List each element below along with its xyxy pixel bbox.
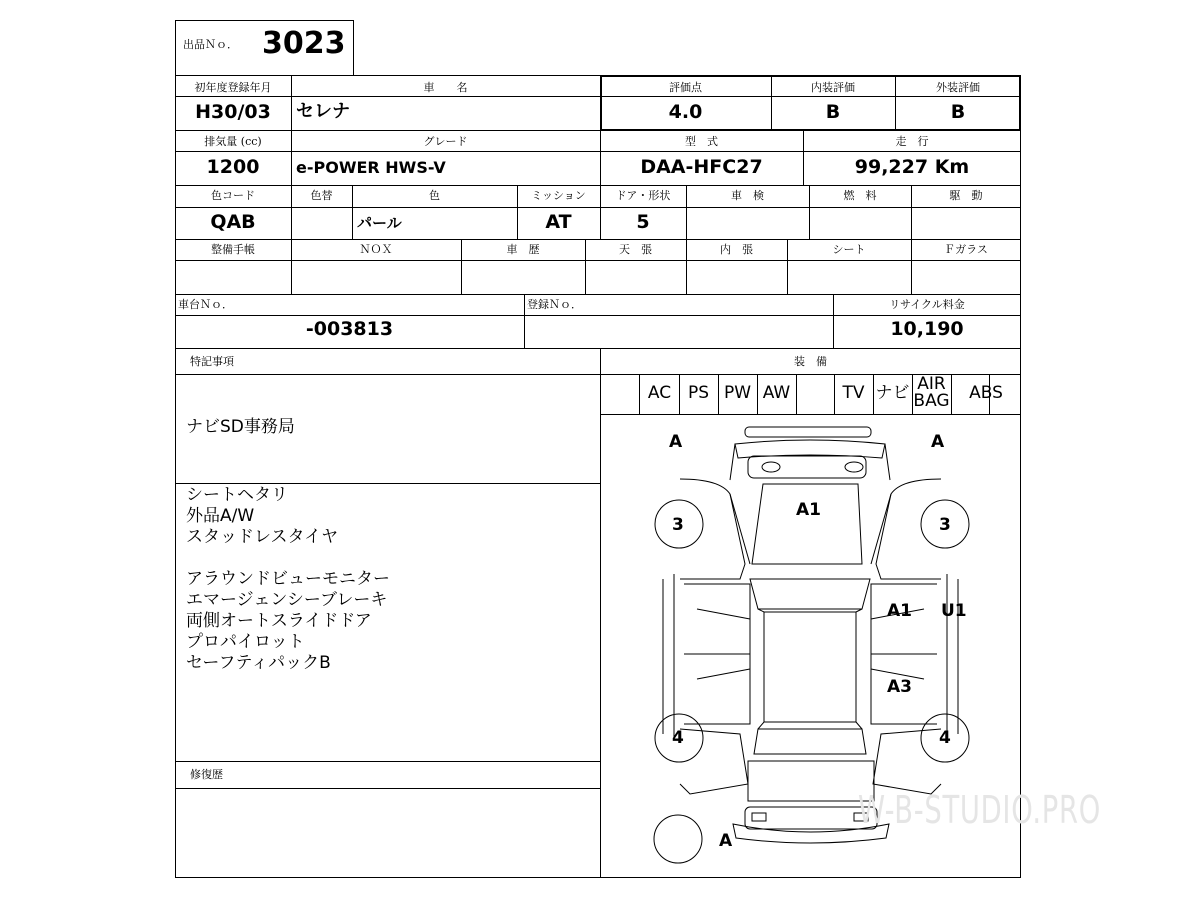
grade-rear: A	[719, 831, 733, 851]
grade: e-POWER HWS-V	[296, 158, 446, 177]
interior-grade: B	[825, 101, 841, 123]
notes-line1: ナビSD事務局	[186, 417, 295, 437]
equipment-ps: PS	[687, 383, 710, 403]
equipment-abs: ABS	[969, 383, 1003, 403]
repair-history-label: 修復歴	[190, 768, 223, 781]
maintenance-book-label: 整備手帳	[211, 243, 255, 256]
score: 4.0	[668, 101, 703, 123]
interior-grade-label: 内装評価	[811, 81, 855, 94]
model-label: 型 式	[685, 135, 718, 148]
doors-label: ドア・形状	[615, 189, 671, 202]
grade-tire-front-right: 3	[939, 515, 951, 535]
mileage-label: 走 行	[895, 135, 929, 148]
watermark: W-B-STUDIO.PRO	[858, 788, 1101, 832]
chassis-number: -003813	[305, 318, 394, 340]
car-name-label: 車 名	[423, 81, 468, 94]
nox-label: ＮＯＸ	[359, 243, 393, 256]
equipment-aw: AW	[762, 383, 791, 403]
grade-tire-front-left: 3	[672, 515, 684, 535]
grade-front-left: A	[669, 432, 683, 452]
equipment-pw: PW	[723, 383, 752, 403]
first-registration-label: 初年度登録年月	[194, 81, 272, 94]
interior-lining-label: 内 張	[720, 243, 753, 256]
color-code-label: 色コード	[211, 189, 255, 202]
color-change-label: 色替	[310, 189, 333, 202]
grade-front-right: A	[931, 432, 945, 452]
grade-tire-rear-right: 4	[939, 728, 951, 748]
listing-number: 3023	[262, 26, 346, 61]
grade-right-rear-door: A3	[887, 677, 912, 697]
inspection-label: 車 検	[731, 189, 764, 202]
exterior-grade-label: 外装評価	[936, 81, 980, 94]
grade-hood: A1	[796, 500, 821, 520]
notes-label: 特記事項	[190, 355, 234, 368]
equipment-airbag: AIR BAG	[913, 374, 950, 411]
mission-label: ミッション	[531, 189, 586, 202]
car-history-label: 車 歴	[506, 243, 540, 256]
equipment-tv: TV	[842, 383, 865, 403]
recycle-fee: 10,190	[890, 318, 964, 340]
listing-number-label: 出品Ｎｏ．	[183, 38, 238, 51]
exterior-grade: B	[950, 101, 966, 123]
car-name: セレナ	[296, 101, 350, 122]
chassis-number-label: 車台Ｎｏ．	[178, 298, 233, 311]
recycle-fee-label: リサイクル料金	[889, 298, 965, 311]
drive-label: 駆 動	[949, 189, 983, 202]
equipment-ac: AC	[647, 383, 672, 403]
notes-memo: シートヘタリ 外品A/W スタッドレスタイヤ アラウンドビューモニター エマージェンシーブレーキ 両側オートスライドドア プロパイロット セーフティパックB	[186, 485, 390, 673]
grade-tire-rear-left: 4	[672, 728, 684, 748]
front-glass-label: Ｆガラス	[944, 243, 988, 256]
fuel-label: 燃 料	[843, 189, 877, 202]
color-label: 色	[429, 189, 440, 202]
mission: AT	[545, 211, 572, 233]
displacement: 1200	[206, 156, 260, 178]
roof-lining-label: 天 張	[619, 243, 652, 256]
score-label: 評価点	[669, 81, 702, 94]
color: パール	[357, 214, 402, 232]
equipment-label: 装 備	[794, 355, 827, 368]
displacement-label: 排気量 (cc)	[204, 135, 262, 148]
model: DAA-HFC27	[640, 156, 763, 178]
first-registration: H30/03	[195, 101, 271, 123]
doors: 5	[636, 211, 650, 233]
grade-label: グレード	[423, 135, 468, 148]
seat-label: シート	[832, 243, 866, 256]
grade-right-pillar: U1	[941, 601, 967, 621]
registration-number-label: 登録Ｎｏ．	[527, 298, 582, 311]
grade-right-front-door: A1	[887, 601, 912, 621]
color-code: QAB	[210, 211, 256, 233]
mileage: 99,227 Km	[854, 156, 970, 178]
equipment-navi: ナビ	[875, 383, 910, 403]
